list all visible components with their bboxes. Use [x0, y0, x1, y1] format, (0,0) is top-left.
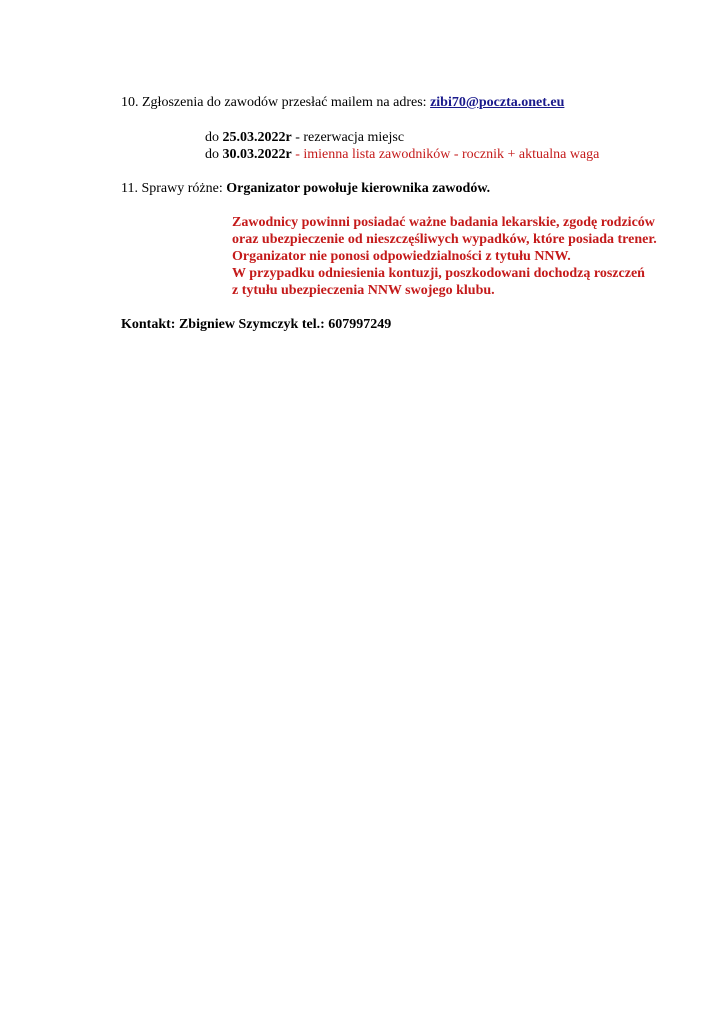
deadline-2: [205, 146, 599, 164]
email-link[interactable]: zibi70@poczta.onet.eu: [430, 95, 565, 110]
note-line-4: [232, 265, 645, 283]
deadline-2-text: imienna lista zawodników - rocznik + aktualna waga: [303, 147, 600, 162]
note-line-2-text: oraz ubezpieczenie od nieszczęśliwych wypadków, które posiada trener.: [232, 232, 657, 247]
deadline-1: [205, 129, 404, 147]
contact-line: Kontakt: Zbigniew Szymczyk tel.: 607997249: [121, 317, 392, 332]
section-10-lead: 10. Zgłoszenia do zawodów przesłać mailem na adres:: [121, 95, 431, 110]
section-10-line: [121, 94, 564, 112]
deadline-1-date: 25.03.2022r: [222, 130, 292, 145]
deadline-1-prefix: do: [205, 130, 223, 145]
note-line-3-text: Organizator nie ponosi odpowiedzialności z tytułu NNW.: [232, 249, 571, 264]
note-line-4-text: W przypadku odniesienia kontuzji, poszkodowani dochodzą roszczeń: [232, 266, 645, 281]
deadline-2-sep: -: [291, 147, 304, 162]
organizer-statement: Organizator powołuje kierownika zawodów.: [226, 181, 491, 196]
note-line-5: [232, 282, 495, 300]
note-line-1: [232, 214, 655, 232]
deadline-2-prefix: do: [205, 147, 223, 162]
note-line-1-text: Zawodnicy powinni posiadać ważne badania lekarskie, zgodę rodziców: [232, 215, 655, 230]
deadline-1-text: - rezerwacja miejsc: [291, 130, 405, 145]
section-11-lead: 11. Sprawy różne:: [121, 181, 227, 196]
deadline-2-date: 30.03.2022r: [222, 147, 292, 162]
note-line-5-text: z tytułu ubezpieczenia NNW swojego klubu.: [232, 283, 495, 298]
section-11-line: [121, 180, 490, 198]
note-line-2: [232, 231, 657, 249]
note-line-3: [232, 248, 571, 266]
